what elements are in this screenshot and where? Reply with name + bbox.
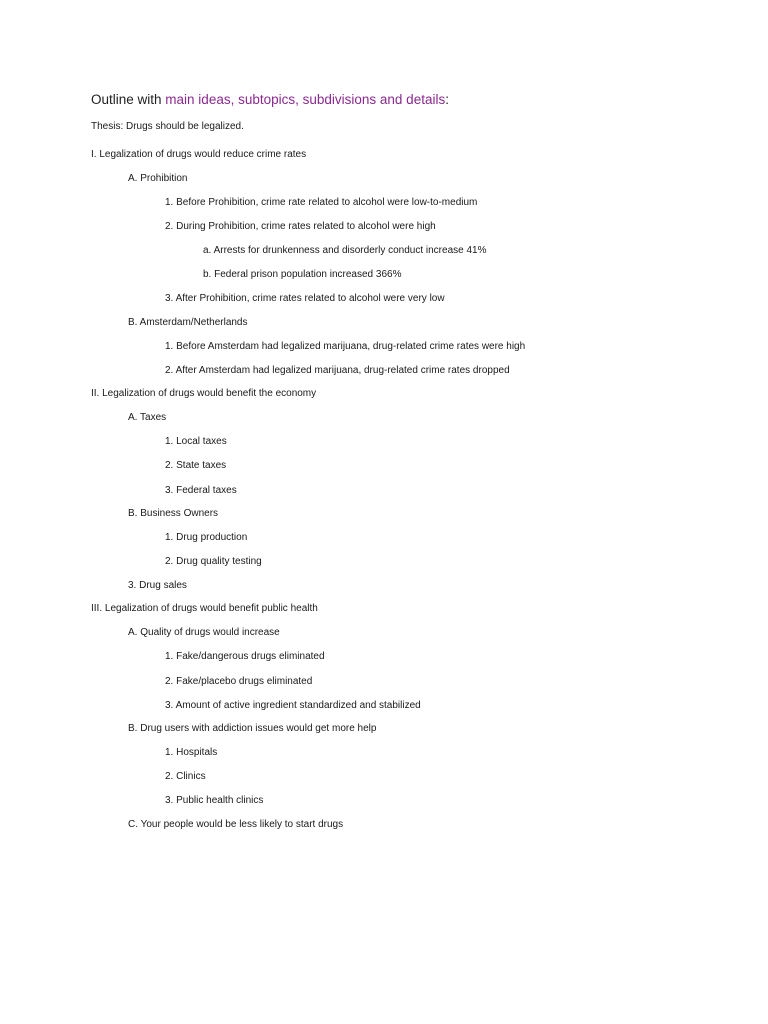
outline-item: 1. Before Amsterdam had legalized marijuana, drug-related crime rates were high [165,341,526,352]
outline-item: 1. Local taxes [165,436,227,447]
outline-item: 3. After Prohibition, crime rates related to alcohol were very low [165,293,445,304]
outline-item: II. Legalization of drugs would benefit the economy [91,388,317,399]
outline-item: 3. Federal taxes [165,485,237,496]
outline-item: a. Arrests for drunkenness and disorderly conduct increase 41% [203,245,487,256]
title-suffix: : [445,92,449,107]
title-prefix: Outline with [91,92,166,107]
outline-item: 1. Hospitals [165,747,218,758]
outline-item: 1. Fake/dangerous drugs eliminated [165,651,325,662]
outline-item: B. Drug users with addiction issues would get more help [128,723,377,734]
outline-item: 2. Clinics [165,771,206,782]
outline-item: B. Amsterdam/Netherlands [128,317,248,328]
outline-item: A. Quality of drugs would increase [128,627,280,638]
outline-item: B. Business Owners [128,508,219,519]
outline-item: 1. Drug production [165,532,248,543]
outline-item: 2. Drug quality testing [165,556,262,567]
outline-item: 2. State taxes [165,460,227,471]
outline-item: 3. Drug sales [128,580,187,591]
outline-item: 2. After Amsterdam had legalized marijuana, drug-related crime rates dropped [165,365,510,376]
outline-item: A. Taxes [128,412,167,423]
outline-item: III. Legalization of drugs would benefit public health [91,603,318,614]
outline-item: I. Legalization of drugs would reduce crime rates [91,149,307,160]
outline-item: 2. During Prohibition, crime rates related to alcohol were high [165,221,436,232]
outline-item: 2. Fake/placebo drugs eliminated [165,676,313,687]
title-accent: main ideas, subtopics, subdivisions and details [165,92,446,107]
outline-item: b. Federal prison population increased 366% [203,269,402,280]
outline-item: 1. Before Prohibition, crime rate related to alcohol were low-to-medium [165,197,478,208]
thesis-statement: Thesis: Drugs should be legalized. [91,121,244,132]
outline-item: 3. Public health clinics [165,795,264,806]
outline-item: A. Prohibition [128,173,188,184]
outline-item: C. Your people would be less likely to start drugs [128,819,344,830]
outline-title [91,92,449,107]
outline-item: 3. Amount of active ingredient standardized and stabilized [165,700,421,711]
